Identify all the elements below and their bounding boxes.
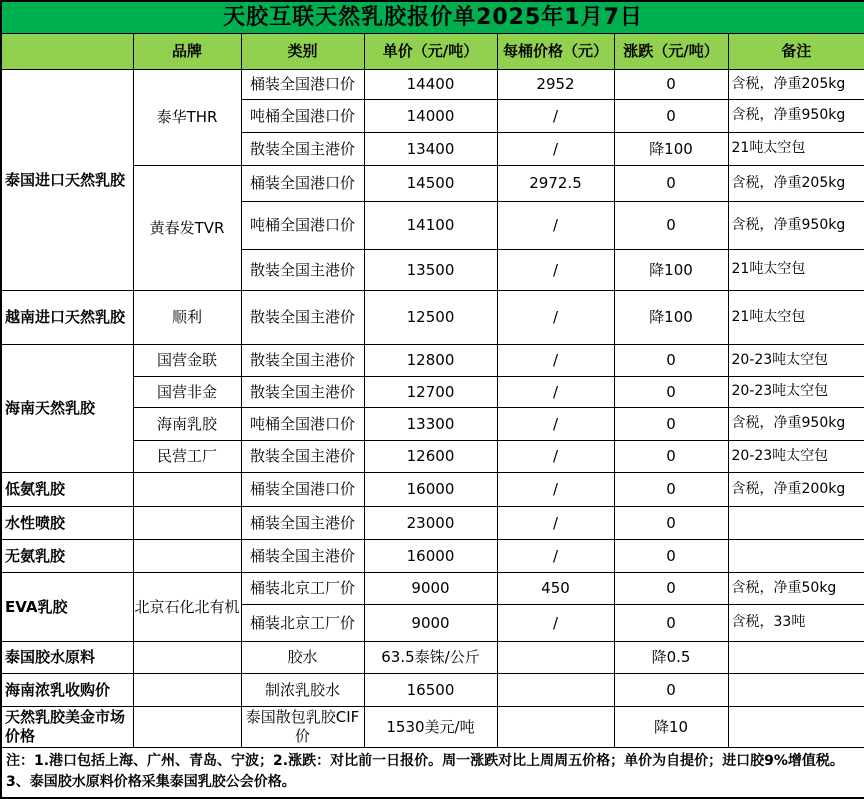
table-cell: 北京石化北有机: [133, 573, 241, 642]
column-header: 每桶价格（元）: [497, 34, 614, 70]
table-cell: 0: [614, 441, 728, 473]
table-cell: 泰国胶水原料: [1, 642, 133, 674]
table-cell: [133, 473, 241, 507]
table-cell: 国营非金: [133, 377, 241, 408]
table-row: [1, 573, 864, 605]
table-cell: 0: [614, 507, 728, 540]
table-row: [1, 291, 864, 345]
table-cell: [497, 642, 614, 674]
table-cell: 0: [614, 70, 728, 100]
table-cell: 泰国进口天然乳胶: [1, 70, 133, 291]
table-cell: /: [497, 202, 614, 250]
table-cell: 12600: [364, 441, 497, 473]
table-cell: 散装全国主港价: [241, 345, 364, 377]
table-cell: 吨桶全国港口价: [241, 202, 364, 250]
table-cell: 含税，净重950kg: [728, 100, 864, 133]
table-cell: 0: [614, 202, 728, 250]
column-header: 类别: [241, 34, 364, 70]
table-cell: 桶装全国主港价: [241, 540, 364, 573]
table-cell: /: [497, 133, 614, 166]
table-cell: 桶装北京工厂价: [241, 573, 364, 605]
table-cell: 散装全国主港价: [241, 291, 364, 345]
table-cell: 海南浓乳收购价: [1, 674, 133, 707]
table-cell: 海南乳胶: [133, 408, 241, 441]
table-cell: 水性喷胶: [1, 507, 133, 540]
table-cell: 含税，净重950kg: [728, 202, 864, 250]
table-cell: 降100: [614, 291, 728, 345]
table-cell: 13300: [364, 408, 497, 441]
table-cell: 桶装全国港口价: [241, 70, 364, 100]
table-cell: 含税，净重200kg: [728, 473, 864, 507]
table-cell: 国营金联: [133, 345, 241, 377]
table-cell: 含税，净重950kg: [728, 408, 864, 441]
table-cell: 12500: [364, 291, 497, 345]
table-cell: 含税，净重205kg: [728, 166, 864, 202]
table-cell: 14000: [364, 100, 497, 133]
page-title: 天胶互联天然乳胶报价单2025年1月7日: [1, 1, 864, 34]
table-cell: [728, 674, 864, 707]
table-cell: 吨桶全国港口价: [241, 100, 364, 133]
table-cell: [728, 642, 864, 674]
table-cell: /: [497, 473, 614, 507]
table-cell: 低氨乳胶: [1, 473, 133, 507]
table-row: [1, 507, 864, 540]
table-cell: 含税，净重205kg: [728, 70, 864, 100]
table-cell: 泰华THR: [133, 70, 241, 166]
table-cell: 0: [614, 166, 728, 202]
table-cell: EVA乳胶: [1, 573, 133, 642]
table-row: [1, 540, 864, 573]
table-cell: 21吨太空包: [728, 133, 864, 166]
table-cell: 14100: [364, 202, 497, 250]
table-cell: 吨桶全国港口价: [241, 408, 364, 441]
table-cell: 胶水: [241, 642, 364, 674]
table-cell: 降100: [614, 250, 728, 291]
table-cell: /: [497, 377, 614, 408]
footnote-row: [1, 748, 864, 799]
table-cell: 顺利: [133, 291, 241, 345]
table-cell: 散装全国主港价: [241, 250, 364, 291]
table-cell: 9000: [364, 573, 497, 605]
table-cell: [133, 507, 241, 540]
table-cell: 14500: [364, 166, 497, 202]
table-cell: 13500: [364, 250, 497, 291]
table-cell: 0: [614, 345, 728, 377]
table-cell: [728, 540, 864, 573]
table-cell: 无氨乳胶: [1, 540, 133, 573]
table-cell: [133, 707, 241, 748]
table-cell: 20-23吨太空包: [728, 441, 864, 473]
table-cell: 16500: [364, 674, 497, 707]
table-cell: 23000: [364, 507, 497, 540]
table-cell: 含税，净重50kg: [728, 573, 864, 605]
table-cell: 0: [614, 540, 728, 573]
table-cell: [133, 674, 241, 707]
table-cell: 0: [614, 377, 728, 408]
table-cell: 1530美元/吨: [364, 707, 497, 748]
table-cell: 9000: [364, 605, 497, 642]
table-cell: 20-23吨太空包: [728, 377, 864, 408]
table-cell: 13400: [364, 133, 497, 166]
table-cell: 桶装全国主港价: [241, 507, 364, 540]
table-cell: 黄春发TVR: [133, 166, 241, 291]
table-cell: 14400: [364, 70, 497, 100]
table-cell: 0: [614, 473, 728, 507]
table-cell: 63.5泰铢/公斤: [364, 642, 497, 674]
table-cell: 2972.5: [497, 166, 614, 202]
table-cell: [728, 507, 864, 540]
table-row: [1, 707, 864, 748]
table-row: [1, 70, 864, 100]
table-row: [1, 674, 864, 707]
footnote: 注：1.港口包括上海、广州、青岛、宁波；2.涨跌：对比前一日报价。周一涨跌对比上周周五价格；单价为自提价；进口胶9%增值税。3、泰国胶水原料价格采集泰国乳胶公会价格。: [1, 748, 864, 799]
table-cell: /: [497, 100, 614, 133]
table-cell: [497, 707, 614, 748]
table-cell: /: [497, 345, 614, 377]
table-cell: 12700: [364, 377, 497, 408]
table-body: [1, 70, 864, 748]
table-cell: 桶装全国港口价: [241, 166, 364, 202]
table-cell: 降0.5: [614, 642, 728, 674]
table-cell: [133, 540, 241, 573]
table-cell: 泰国散包乳胶CIF价: [241, 707, 364, 748]
table-cell: 降10: [614, 707, 728, 748]
table-cell: /: [497, 441, 614, 473]
table-cell: 21吨太空包: [728, 250, 864, 291]
table-cell: 桶装全国港口价: [241, 473, 364, 507]
table-cell: 越南进口天然乳胶: [1, 291, 133, 345]
column-header: [1, 34, 133, 70]
column-header: 备注: [728, 34, 864, 70]
table-cell: 2952: [497, 70, 614, 100]
table-row: [1, 345, 864, 377]
table-cell: 天然乳胶美金市场价格: [1, 707, 133, 748]
table-cell: 桶装北京工厂价: [241, 605, 364, 642]
table-row: [1, 642, 864, 674]
table-cell: 散装全国主港价: [241, 377, 364, 408]
table-cell: 散装全国主港价: [241, 133, 364, 166]
column-header: 品牌: [133, 34, 241, 70]
table-cell: 降100: [614, 133, 728, 166]
table-cell: 0: [614, 573, 728, 605]
table-cell: 0: [614, 674, 728, 707]
table-cell: /: [497, 540, 614, 573]
table-cell: 12800: [364, 345, 497, 377]
table-cell: 450: [497, 573, 614, 605]
table-cell: 16000: [364, 473, 497, 507]
table-cell: 海南天然乳胶: [1, 345, 133, 473]
column-header: 涨跌（元/吨）: [614, 34, 728, 70]
table-cell: 制浓乳胶水: [241, 674, 364, 707]
table-cell: 0: [614, 605, 728, 642]
table-cell: /: [497, 605, 614, 642]
table-cell: [133, 642, 241, 674]
title-row: [1, 1, 864, 34]
table-cell: 0: [614, 100, 728, 133]
table-cell: /: [497, 408, 614, 441]
table-header-row: [1, 34, 864, 70]
table-cell: /: [497, 507, 614, 540]
table-row: [1, 473, 864, 507]
column-header: 单价（元/吨）: [364, 34, 497, 70]
table-cell: [728, 707, 864, 748]
table-cell: 21吨太空包: [728, 291, 864, 345]
table-cell: /: [497, 250, 614, 291]
table-cell: 民营工厂: [133, 441, 241, 473]
table-cell: 含税，33吨: [728, 605, 864, 642]
table-cell: 散装全国主港价: [241, 441, 364, 473]
table-cell: /: [497, 291, 614, 345]
table-cell: [497, 674, 614, 707]
table-cell: 16000: [364, 540, 497, 573]
table-cell: 0: [614, 408, 728, 441]
table-cell: 20-23吨太空包: [728, 345, 864, 377]
